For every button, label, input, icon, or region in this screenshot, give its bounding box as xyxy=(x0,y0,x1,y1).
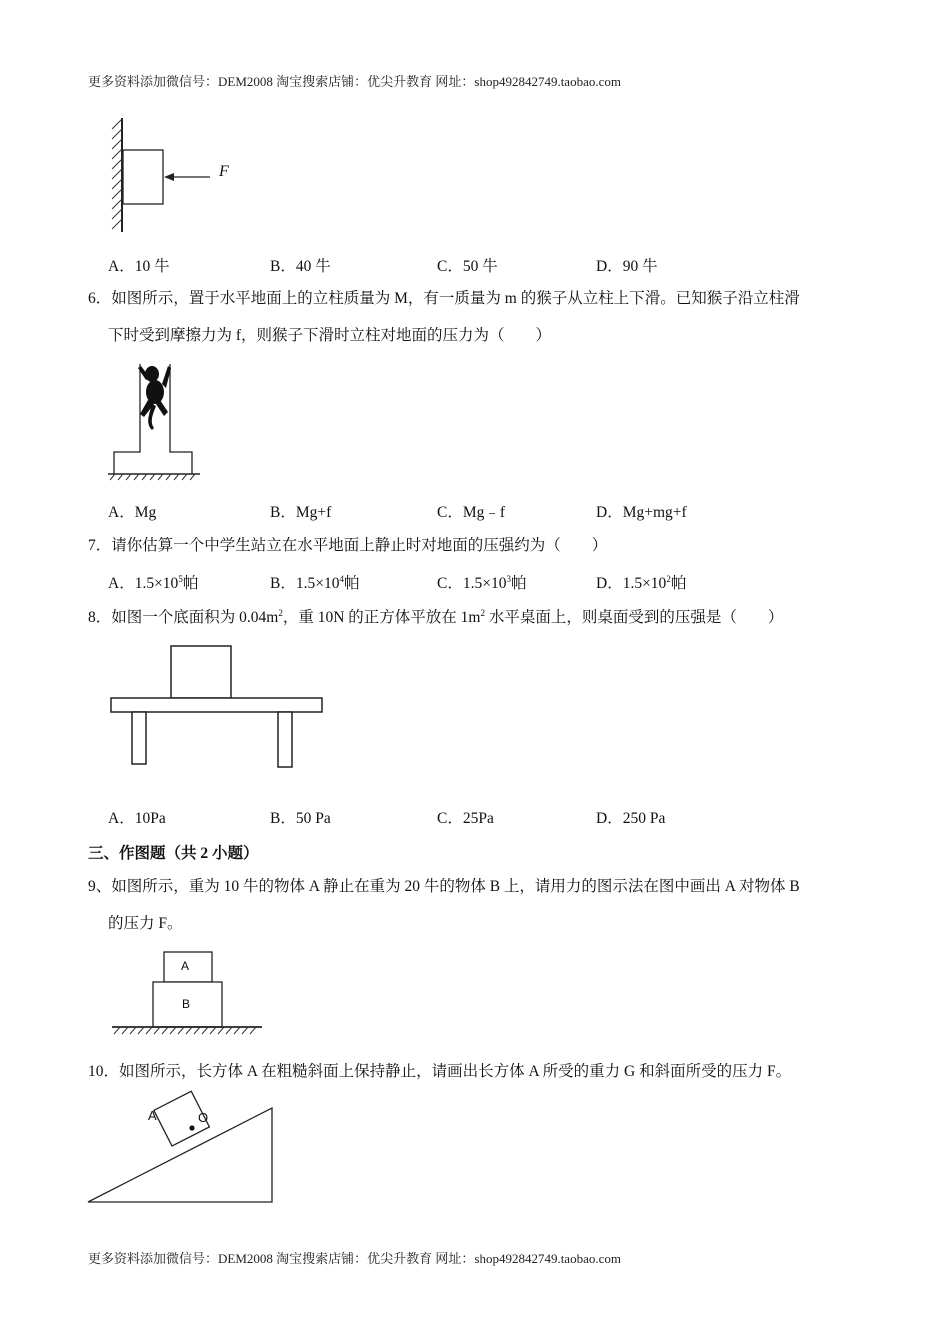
q9-text-line2: 的压力 F。 xyxy=(108,915,183,932)
q8-option-d[interactable]: D．250 Pa xyxy=(596,810,666,827)
q6-text-line2: 下时受到摩擦力为 f，则猴子下滑时立柱对地面的压力为（ ） xyxy=(108,327,552,344)
cube-on-table-figure xyxy=(110,644,325,770)
q9-text-line1: 9、如图所示，重为 10 牛的物体 A 静止在重为 20 牛的物体 B 上，请用力的图示法在图中画出 A 对物体 B xyxy=(88,878,800,895)
q8-option-c[interactable]: C．25Pa xyxy=(437,810,494,827)
monkey-pole-figure xyxy=(108,362,208,482)
center-o-label: O xyxy=(198,1110,209,1125)
q6-option-d[interactable]: D．Mg+mg+f xyxy=(596,504,687,521)
page-header: 更多资料添加微信号：DEM2008 淘宝搜索店铺：优尖升教育 网址：shop492842749.taobao.com xyxy=(88,74,621,89)
q8-option-a[interactable]: A．10Pa xyxy=(108,810,166,827)
q8-text: 8．如图一个底面积为 $0.04m^2$，重 10N 的正方体平放在 $1m^2$ 水平桌面上，则桌面受到的压强是（ ） xyxy=(88,608,784,626)
block-a-label-incline: A xyxy=(148,1108,157,1123)
q5-option-b[interactable]: B．40 牛 xyxy=(270,258,331,275)
q6-option-b[interactable]: B．Mg+f xyxy=(270,504,332,521)
incline-block-figure xyxy=(86,1094,276,1206)
q7-text: 7．请你估算一个中学生站立在水平地面上静止时对地面的压强约为（ ） xyxy=(88,537,608,554)
q6-option-c[interactable]: C．Mg﹣f xyxy=(437,504,506,521)
q6-text-line1: 6．如图所示，置于水平地面上的立柱质量为 M，有一质量为 m 的猴子从立柱上下滑。已知猴子沿立柱滑 xyxy=(88,290,800,307)
q6-option-a[interactable]: A．Mg xyxy=(108,504,157,521)
page-footer: 更多资料添加微信号：DEM2008 淘宝搜索店铺：优尖升教育 网址：shop492842749.taobao.com xyxy=(88,1251,621,1266)
q7-option-c[interactable]: C．$1.5\times 10^3$帕 xyxy=(437,574,527,592)
section-title: 三、作图题（共 2 小题） xyxy=(88,845,259,862)
q5-option-d[interactable]: D．90 牛 xyxy=(596,258,658,275)
block-b-label: B xyxy=(182,997,191,1011)
q7-option-a[interactable]: A．$1.5\times 10^5$帕 xyxy=(108,574,199,592)
block-a-label: A xyxy=(181,959,190,973)
q10-text: 10．如图所示，长方体 A 在粗糙斜面上保持静止，请画出长方体 A 所受的重力 G 和斜面所受的压力 F。 xyxy=(88,1063,792,1080)
q5-option-a[interactable]: A．10 牛 xyxy=(108,258,170,275)
force-label: F xyxy=(219,163,229,180)
q7-option-b[interactable]: B．$1.5\times 10^4$帕 xyxy=(270,574,360,592)
q8-option-b[interactable]: B．50 Pa xyxy=(270,810,331,827)
q5-option-c[interactable]: C．50 牛 xyxy=(437,258,498,275)
q7-option-d[interactable]: D．$1.5\times 10^2$帕 xyxy=(596,574,687,592)
